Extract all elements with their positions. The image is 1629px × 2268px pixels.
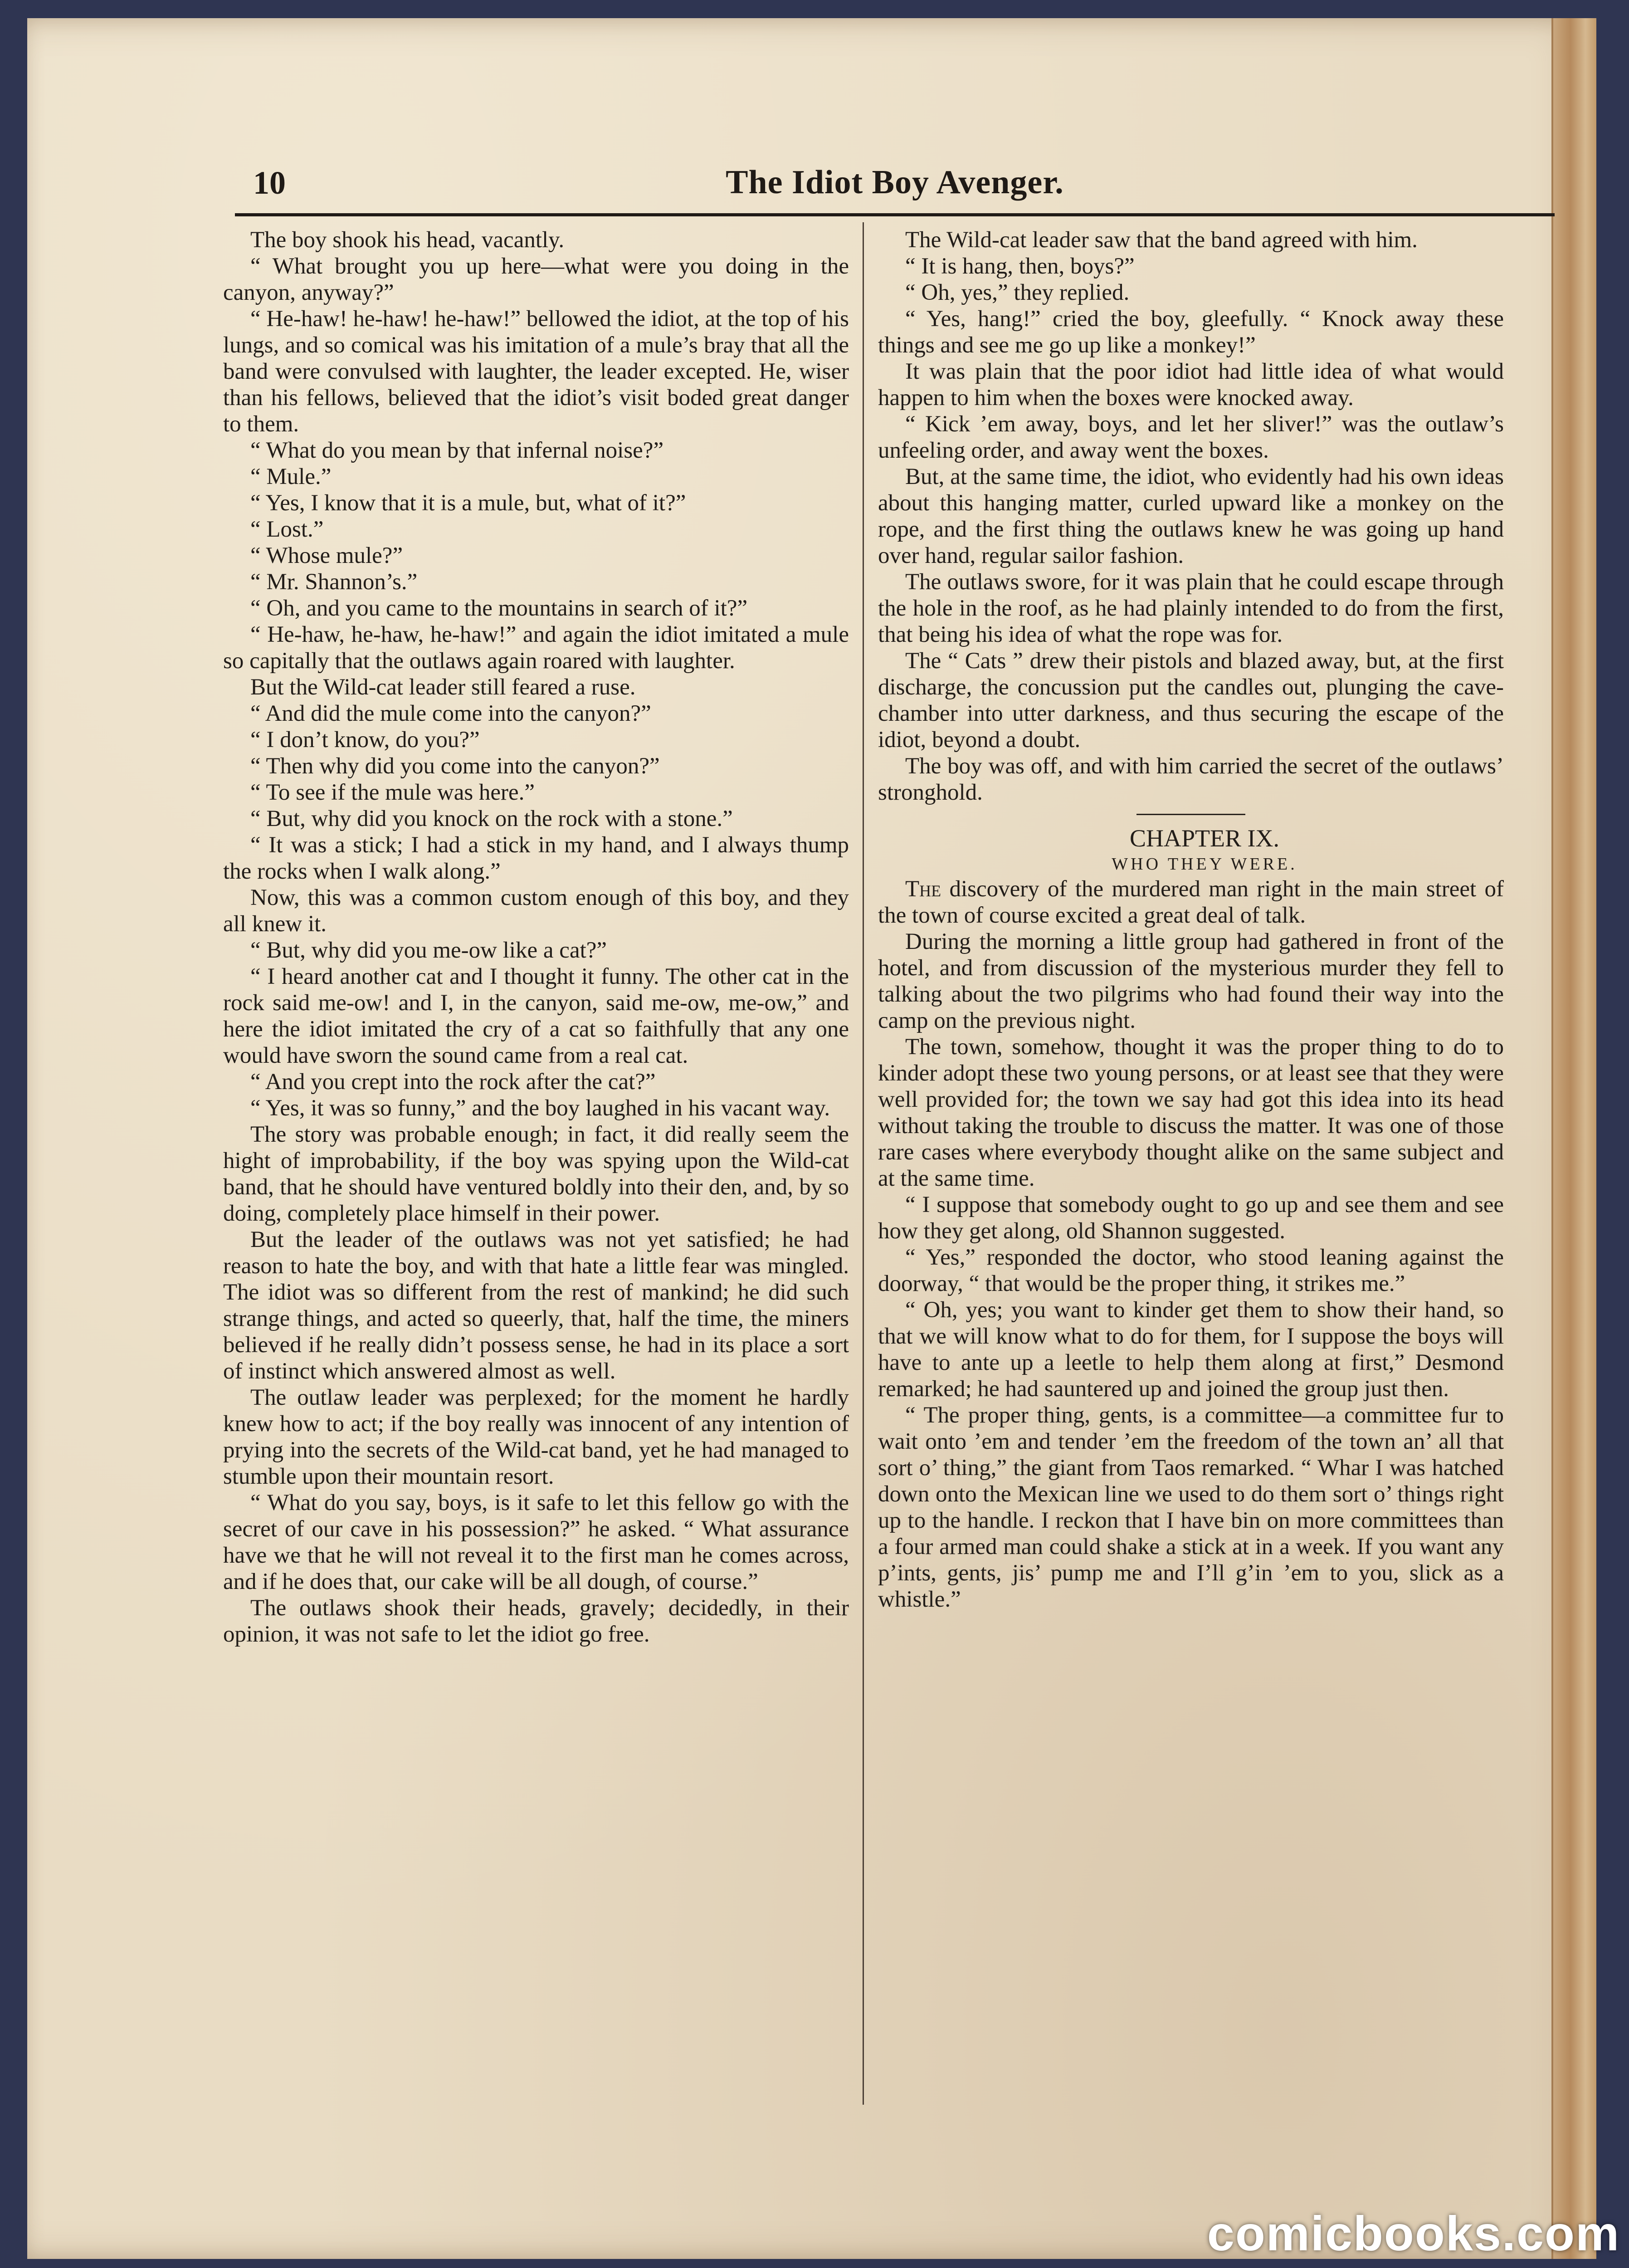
chapter-title: CHAPTER IX. (1129, 825, 1279, 852)
column-divider (863, 222, 864, 2105)
page-header (235, 159, 1555, 216)
watermark: comicbooks.com (1207, 2206, 1620, 2261)
paragraph: “ Whose mule?” (250, 543, 403, 568)
chapter-first-paragraph (878, 876, 1504, 929)
paragraph: But the leader of the outlaws was not yet satisfied; he had reason to hate the boy, and with that hate a little fear was mingled. The idiot was so different from the rest of mankind; he did such strange things, and acted so queerly, that, half the time, the miners believed if he really didn’t possess sense, he had in its place a sort of instinct which answered almost as well. (223, 1227, 849, 1384)
paragraph: The outlaws swore, for it was plain that he could escape through the hole in the roof, as he had plainly intended to do from the first, that being his idea of what the rope was for. (878, 569, 1504, 647)
paragraph: “ Mr. Shannon’s.” (250, 569, 418, 595)
paragraph: “ And you crept into the rock after the cat?” (250, 1069, 656, 1095)
paragraph: “ But, why did you knock on the rock with a stone.” (250, 806, 733, 831)
paragraph: “ Mule.” (250, 464, 332, 489)
paragraph: “ What do you mean by that infernal noise?” (250, 438, 664, 463)
paragraph: The town, somehow, thought it was the proper thing to do to kinder adopt these two young persons, or at least see that they were well provided for; the town we say had got this idea into its head without taking the trouble to discuss the matter. It was one of those rare cases where everybody thought alike on the same subject and at the same time. (878, 1034, 1504, 1191)
paragraph: “ It was a stick; I had a stick in my hand, and I always thump the rocks when I walk along.” (223, 832, 849, 884)
right-column-after-chapter (878, 929, 1504, 1613)
paragraph: “ I suppose that somebody ought to go up and see them and see how they get along, old Shannon suggested. (878, 1192, 1504, 1244)
paragraph: “ What do you say, boys, is it safe to let this fellow go with the secret of our cave in his possession?” he asked. “ What assurance have we that he will not reveal it to the first man he comes across, and if he does that, our cake will be all dough, of course.” (223, 1490, 849, 1594)
paragraph: “ Oh, and you came to the mountains in search of it?” (250, 596, 748, 621)
paragraph: “ To see if the mule was here.” (250, 780, 535, 805)
paragraph: “ Yes, hang!” cried the boy, gleefully. “ Knock away these things and see me go up like a monkey!” (878, 306, 1504, 358)
paragraph: “ I heard another cat and I thought it funny. The other cat in the rock said me-ow! and I, in the canyon, said me-ow, me-ow,” and here the idiot imitated the cry of a cat so faithfully that any one would have sworn the sound came from a real cat. (223, 964, 849, 1068)
paragraph: The boy was off, and with him carried the secret of the outlaws’ stronghold. (878, 753, 1504, 805)
paragraph: The outlaw leader was perplexed; for the moment he hardly knew how to act; if the boy really was innocent of any intention of prying into the secrets of the Wild-cat band, yet he had managed to stumble upon their mountain resort. (223, 1385, 849, 1489)
paragraph: But the Wild-cat leader still feared a ruse. (250, 675, 636, 700)
paragraph: The “ Cats ” drew their pistols and blazed away, but, at the first discharge, the concussion put the candles out, plunging the cave-chamber into utter darkness, and thus securing the escape of the idiot, beyond a doubt. (878, 648, 1504, 753)
chapter-lead-word: The (905, 876, 941, 902)
paragraph: “ He-haw! he-haw! he-haw!” bellowed the idiot, at the top of his lungs, and so comical was his imitation of a mule’s bray that all the band were convulsed with laughter, the leader excepted. He, wiser than his fellows, believed that the idiot’s visit boded great danger to them. (223, 306, 849, 437)
paragraph: During the morning a little group had gathered in front of the hotel, and from discussion of the mysterious murder they fell to talking about the two pilgrims who had found their way into the camp on the previous night. (878, 929, 1504, 1033)
paragraph: “ Yes, I know that it is a mule, but, what of it?” (250, 490, 686, 516)
paragraph: “ The proper thing, gents, is a committee—a committee fur to wait onto ’em and tender ’em the freedom of the town an’ all that sort o’ thing,” the giant from Taos remarked. “ Whar I was hatched down onto the Mexican line we used to do them sort o’ things right up to the handle. I reckon that I have bin on more committees than a four armed man could shake a stick at in a week. If you want any p’ints, gents, jis’ pump me and I’ll g’in ’em to you, slick as a whistle.” (878, 1403, 1504, 1612)
chapter-first-paragraph-text: discovery of the murdered man right in the main street of the town of course excited a great deal of talk. (878, 876, 1504, 928)
paragraph: The outlaws shook their heads, gravely; decidedly, in their opinion, it was not safe to let the idiot go free. (223, 1595, 849, 1647)
paragraph: “ And did the mule come into the canyon?” (250, 701, 651, 726)
running-title: The Idiot Boy Avenger. (726, 164, 1064, 201)
paragraph: “ Lost.” (250, 517, 324, 542)
paragraph: “ But, why did you me-ow like a cat?” (250, 938, 607, 963)
paragraph: “ He-haw, he-haw, he-haw!” and again the idiot imitated a mule so capitally that the outlaws again roared with laughter. (223, 622, 849, 674)
paragraph: “ What brought you up here—what were you doing in the canyon, anyway?” (223, 254, 849, 305)
chapter-rule (1136, 814, 1245, 815)
page-spine (1551, 18, 1596, 2259)
paragraph: “ Oh, yes,” they replied. (905, 280, 1130, 305)
left-column (223, 227, 849, 1647)
paragraph: It was plain that the poor idiot had little idea of what would happen to him when the boxes were knocked away. (878, 359, 1504, 411)
paragraph: “ Oh, yes; you want to kinder get them to show their hand, so that we will know what to do for them, for I suppose the boys will have to ante up a leetle to help them along at first,” Desmond remarked; he had sauntered up and joined the group just then. (878, 1297, 1504, 1402)
right-column (878, 227, 1504, 1613)
paragraph: Now, this was a common custom enough of this boy, and they all knew it. (223, 885, 849, 937)
paragraph: The boy shook his head, vacantly. (250, 227, 565, 253)
paragraph: “ I don’t know, do you?” (250, 727, 480, 753)
paragraph: “ Then why did you come into the canyon?” (250, 753, 660, 779)
paragraph: The story was probable enough; in fact, it did really seem the hight of improbability, if the boy was spying upon the Wild-cat band, that he should have ventured boldly into their den, and, by so doing, completely place himself in their power. (223, 1122, 849, 1226)
paragraph: “ Yes,” responded the doctor, who stood leaning against the doorway, “ that would be the proper thing, it strikes me.” (878, 1245, 1504, 1296)
paragraph: “ Yes, it was so funny,” and the boy laughed in his vacant way. (250, 1095, 830, 1121)
paragraph: “ It is hang, then, boys?” (905, 254, 1135, 279)
paragraph: But, at the same time, the idiot, who evidently had his own ideas about this hanging matter, curled upward like a monkey on the rope, and the first thing the outlaws knew he was going up hand over hand, regular sailor fashion. (878, 464, 1504, 568)
right-column-before-chapter (878, 227, 1504, 806)
page-number: 10 (253, 165, 286, 201)
paragraph: The Wild-cat leader saw that the band agreed with him. (905, 227, 1418, 253)
paragraph: “ Kick ’em away, boys, and let her sliver!” was the outlaw’s unfeeling order, and away went the boxes. (878, 411, 1504, 463)
chapter-subtitle: WHO THEY WERE. (1112, 855, 1297, 874)
